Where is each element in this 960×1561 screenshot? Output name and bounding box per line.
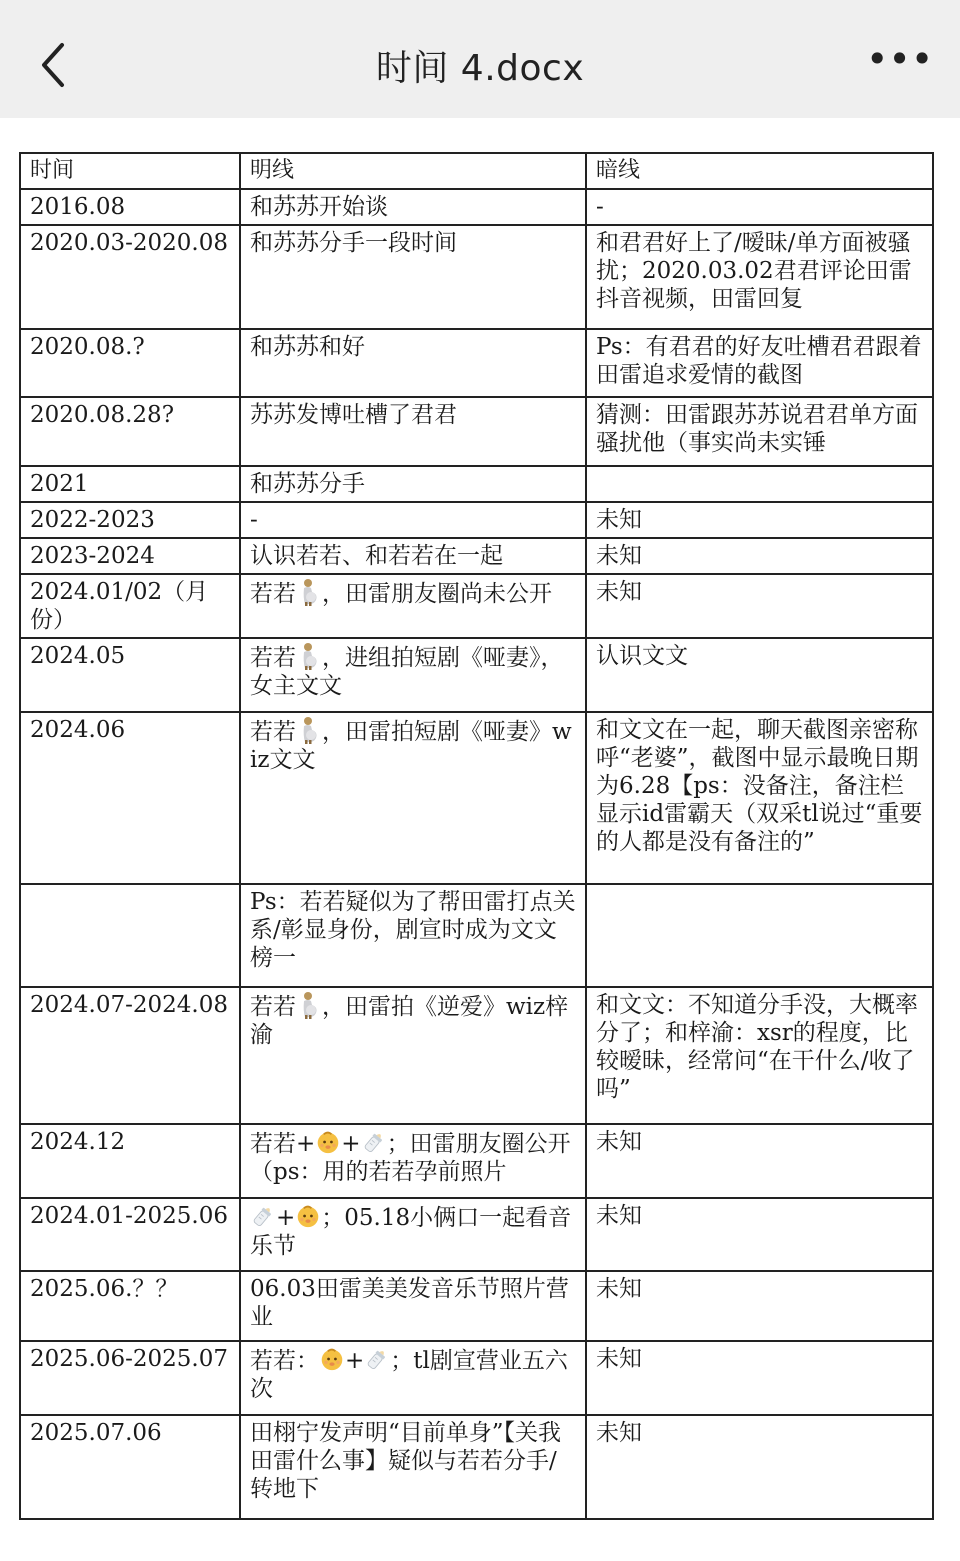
cell-hidden: 未知: [586, 502, 933, 538]
cell-time: 2016.08: [20, 189, 240, 225]
cell-hidden: -: [586, 189, 933, 225]
header-time: 时间: [20, 153, 240, 189]
table-row: [20, 1198, 933, 1271]
cell-main: [240, 638, 586, 712]
baby-icon: [320, 1345, 344, 1373]
cell-time: 2020.08.28?: [20, 397, 240, 466]
cell-main: Ps：若若疑似为了帮田雷打点关系/彰显身份，剧宣时成为文文榜一: [240, 884, 586, 987]
cell-main: 和苏苏分手: [240, 466, 586, 502]
cell-hidden: 猜测：田雷跟苏苏说君君单方面骚扰他（事实尚未实锤: [586, 397, 933, 466]
baby-bottle-icon: [362, 1128, 386, 1156]
cell-main: [240, 1124, 586, 1198]
cell-main: 苏苏发博吐槽了君君: [240, 397, 586, 466]
header-main-line: 明线: [240, 153, 586, 189]
cell-main-text: +: [276, 1205, 296, 1231]
table-row: [20, 987, 933, 1124]
cell-main: [240, 1341, 586, 1415]
cell-main: 认识若若、和若若在一起: [240, 538, 586, 574]
table-row: [20, 1124, 933, 1198]
cell-time: 2024.12: [20, 1124, 240, 1198]
table-row: [20, 1341, 933, 1415]
cell-hidden: 未知: [586, 1271, 933, 1341]
cell-hidden: 和文文：不知道分手没，大概率分了；和梓渝：xsr的程度，比较暧昧，经常问“在干什么/收了吗”: [586, 987, 933, 1124]
cell-main-text: 若若: [250, 645, 296, 671]
cell-hidden: 和文文在一起，聊天截图亲密称呼“老婆”，截图中显示最晚日期为6.28【ps：没备注，备注栏显示id雷霸天（双采tl说过“重要的人都是没有备注的”: [586, 712, 933, 884]
cell-main: 田栩宁发声明“目前单身”【关我田雷什么事】疑似与若若分手/转地下: [240, 1415, 586, 1519]
cell-hidden: 未知: [586, 1415, 933, 1519]
cell-hidden: 未知: [586, 1341, 933, 1415]
cell-hidden: 和君君好上了/暧昧/单方面被骚扰；2020.03.02君君评论田雷抖音视频，田雷回复: [586, 225, 933, 329]
pregnant-woman-icon: [297, 578, 321, 606]
cell-time: 2020.03-2020.08: [20, 225, 240, 329]
cell-hidden: 认识文文: [586, 638, 933, 712]
cell-time: 2024.06: [20, 712, 240, 884]
table-row: [20, 638, 933, 712]
table-header-row: [20, 153, 933, 189]
cell-main-text: ；05.18小俩口一起看音乐节: [250, 1205, 572, 1259]
cell-hidden: 未知: [586, 1198, 933, 1271]
cell-time: 2024.07-2024.08: [20, 987, 240, 1124]
cell-time: 2023-2024: [20, 538, 240, 574]
cell-time: 2024.01-2025.06: [20, 1198, 240, 1271]
cell-main-text: 若若+: [250, 1131, 316, 1157]
table-row: [20, 884, 933, 987]
cell-main: 和苏苏和好: [240, 329, 586, 397]
cell-time: 2024.05: [20, 638, 240, 712]
cell-hidden: [586, 884, 933, 987]
cell-main: [240, 574, 586, 638]
document-title: 时间 4.docx: [375, 48, 585, 89]
cell-main-text: 若若: [250, 719, 296, 745]
cell-main-text: +: [341, 1131, 361, 1157]
table-row: [20, 397, 933, 466]
cell-time: 2025.06.？？: [20, 1271, 240, 1341]
table-row: [20, 574, 933, 638]
more-dots-icon: •••: [866, 37, 934, 81]
baby-bottle-icon: [251, 1202, 275, 1230]
cell-main-text: 若若: [250, 994, 296, 1020]
cell-time: 2021: [20, 466, 240, 502]
cell-time: 2020.08.?: [20, 329, 240, 397]
table-row: [20, 225, 933, 329]
cell-hidden: 未知: [586, 574, 933, 638]
cell-main: -: [240, 502, 586, 538]
pregnant-woman-icon: [297, 991, 321, 1019]
cell-main: [240, 712, 586, 884]
cell-hidden: [586, 466, 933, 502]
cell-main-text: ，进组拍短剧《哑妻》，女主文文: [250, 645, 564, 699]
table-row: [20, 189, 933, 225]
cell-hidden: 未知: [586, 538, 933, 574]
cell-main-text: +: [345, 1348, 365, 1374]
cell-main: [240, 1198, 586, 1271]
cell-main-text: 若若：: [250, 1348, 319, 1374]
table-row: [20, 538, 933, 574]
cell-main-text: ；田雷朋友圈公开（ps：用的若若孕前照片: [250, 1131, 571, 1185]
cell-time: 2024.01/02（月份）: [20, 574, 240, 638]
pregnant-woman-icon: [297, 716, 321, 744]
cell-hidden: Ps：有君君的好友吐槽君君跟着田雷追求爱情的截图: [586, 329, 933, 397]
cell-main-text: ，田雷朋友圈尚未公开: [322, 581, 552, 607]
cell-time: 2025.07.06: [20, 1415, 240, 1519]
cell-main-text: 若若: [250, 581, 296, 607]
top-bar: [0, 0, 960, 118]
cell-main-text: ，田雷拍《逆爱》wiz梓渝: [250, 994, 569, 1048]
cell-main: [240, 987, 586, 1124]
table-row: [20, 466, 933, 502]
cell-time: 2025.06-2025.07: [20, 1341, 240, 1415]
cell-main-text: ，田雷拍短剧《哑妻》wiz文文: [250, 719, 572, 773]
cell-main-text: ；tl剧宣营业五六次: [250, 1348, 568, 1402]
timeline-table: [19, 152, 934, 1520]
baby-bottle-icon: [365, 1345, 389, 1373]
cell-hidden: 未知: [586, 1124, 933, 1198]
cell-main: 06.03田雷美美发音乐节照片营业: [240, 1271, 586, 1341]
more-button[interactable]: [866, 37, 934, 82]
header-hidden-line: 暗线: [586, 153, 933, 189]
table-row: [20, 502, 933, 538]
pregnant-woman-icon: [297, 642, 321, 670]
cell-time: 2022-2023: [20, 502, 240, 538]
cell-time: [20, 884, 240, 987]
baby-icon: [316, 1128, 340, 1156]
table-row: [20, 712, 933, 884]
table-row: [20, 329, 933, 397]
table-row: [20, 1271, 933, 1341]
cell-main: 和苏苏分手一段时间: [240, 225, 586, 329]
baby-icon: [296, 1202, 320, 1230]
cell-main: 和苏苏开始谈: [240, 189, 586, 225]
table-row: [20, 1415, 933, 1519]
